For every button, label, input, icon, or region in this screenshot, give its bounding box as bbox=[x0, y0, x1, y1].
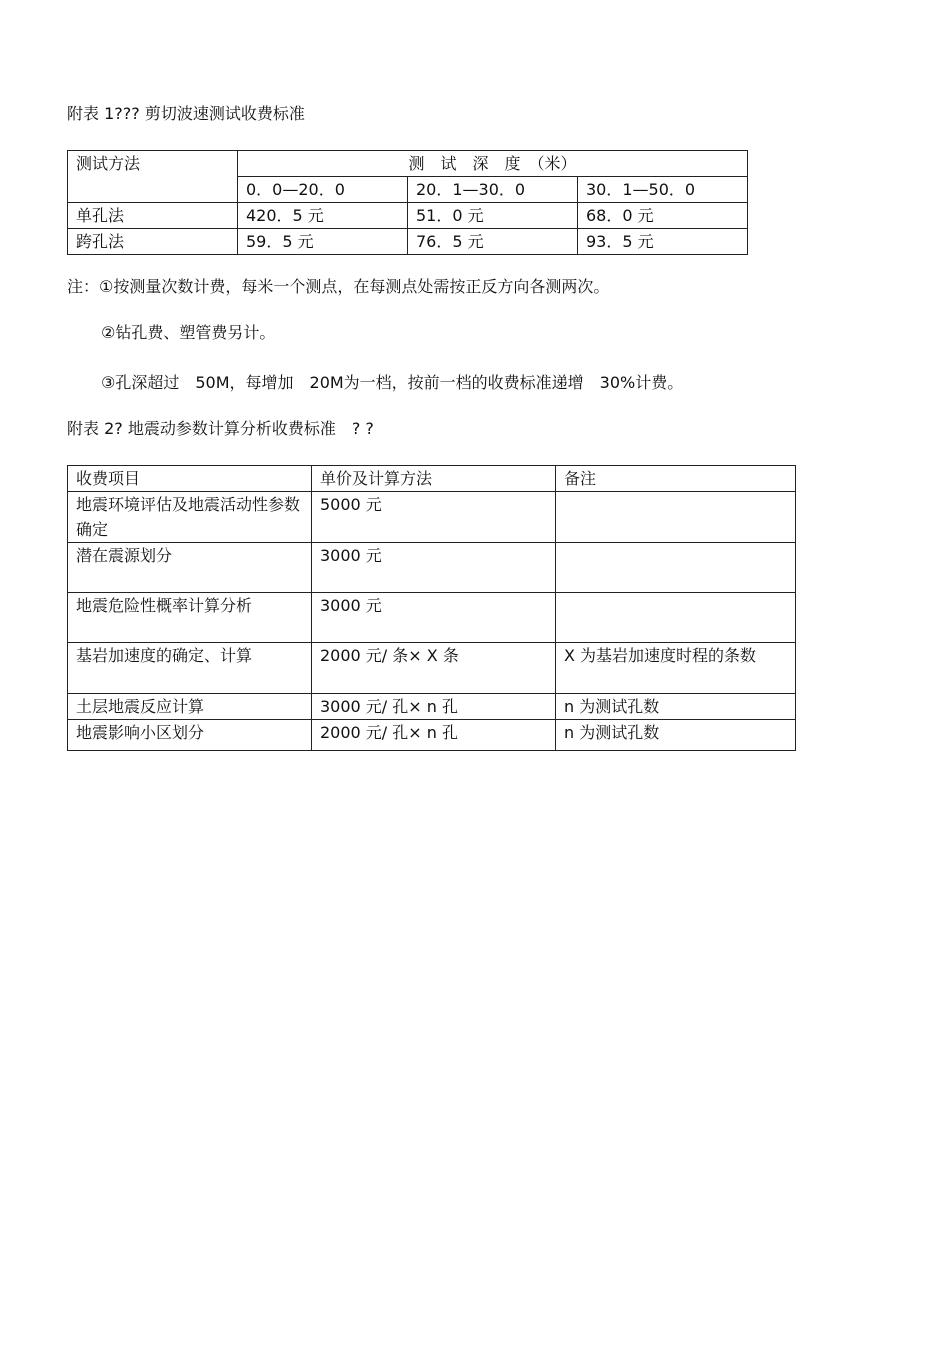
note-1: 注：①按测量次数计费，每米一个测点，在每测点处需按正反方向各测两次。 bbox=[67, 277, 610, 296]
item-cell: 基岩加速度的确定、计算 bbox=[68, 643, 312, 694]
remark-cell: n 为测试孔数 bbox=[556, 694, 796, 720]
table-row bbox=[68, 543, 796, 593]
price-cell: 3000 元 bbox=[312, 593, 556, 643]
note-3: ③孔深超过 50M，每增加 20M为一档，按前一档的收费标准递增 30%计费。 bbox=[101, 373, 684, 392]
table-row bbox=[68, 720, 796, 751]
header-remark: 备注 bbox=[556, 466, 796, 492]
table-row bbox=[68, 203, 748, 229]
table-row bbox=[68, 643, 796, 694]
remark-cell: n 为测试孔数 bbox=[556, 720, 796, 751]
depth-range-3: 30．1—50．0 bbox=[578, 177, 748, 203]
method-cell: 单孔法 bbox=[68, 203, 238, 229]
fee-cell: 59．5 元 bbox=[238, 229, 408, 255]
fee-cell: 76．5 元 bbox=[408, 229, 578, 255]
method-cell: 跨孔法 bbox=[68, 229, 238, 255]
depth-range-2: 20．1—30．0 bbox=[408, 177, 578, 203]
remark-cell bbox=[556, 593, 796, 643]
table2-caption: 附表 2? 地震动参数计算分析收费标准 ? ? bbox=[67, 419, 374, 438]
item-cell: 地震危险性概率计算分析 bbox=[68, 593, 312, 643]
price-cell: 5000 元 bbox=[312, 492, 556, 543]
note-2: ②钻孔费、塑管费另计。 bbox=[101, 323, 276, 342]
seismic-parameter-fee-table bbox=[67, 465, 796, 751]
price-cell: 3000 元 bbox=[312, 543, 556, 593]
table-row bbox=[68, 229, 748, 255]
table-row bbox=[68, 593, 796, 643]
item-cell: 地震环境评估及地震活动性参数确定 bbox=[68, 492, 312, 543]
fee-cell: 93．5 元 bbox=[578, 229, 748, 255]
price-cell: 2000 元/ 孔× n 孔 bbox=[312, 720, 556, 751]
remark-cell bbox=[556, 543, 796, 593]
item-cell: 地震影响小区划分 bbox=[68, 720, 312, 751]
price-cell: 3000 元/ 孔× n 孔 bbox=[312, 694, 556, 720]
table-row bbox=[68, 694, 796, 720]
header-price: 单价及计算方法 bbox=[312, 466, 556, 492]
header-item: 收费项目 bbox=[68, 466, 312, 492]
fee-cell: 420．5 元 bbox=[238, 203, 408, 229]
table-row bbox=[68, 492, 796, 543]
table1-caption: 附表 1??? 剪切波速测试收费标准 bbox=[67, 104, 305, 123]
item-cell: 潜在震源划分 bbox=[68, 543, 312, 593]
item-cell: 土层地震反应计算 bbox=[68, 694, 312, 720]
remark-cell bbox=[556, 492, 796, 543]
shear-wave-fee-table bbox=[67, 150, 748, 255]
fee-cell: 51．0 元 bbox=[408, 203, 578, 229]
method-header: 测试方法 bbox=[68, 151, 238, 203]
depth-range-1: 0．0—20．0 bbox=[238, 177, 408, 203]
remark-cell: X 为基岩加速度时程的条数 bbox=[556, 643, 796, 694]
price-cell: 2000 元/ 条× X 条 bbox=[312, 643, 556, 694]
depth-header: 测 试 深 度 （米） bbox=[238, 151, 748, 177]
fee-cell: 68．0 元 bbox=[578, 203, 748, 229]
